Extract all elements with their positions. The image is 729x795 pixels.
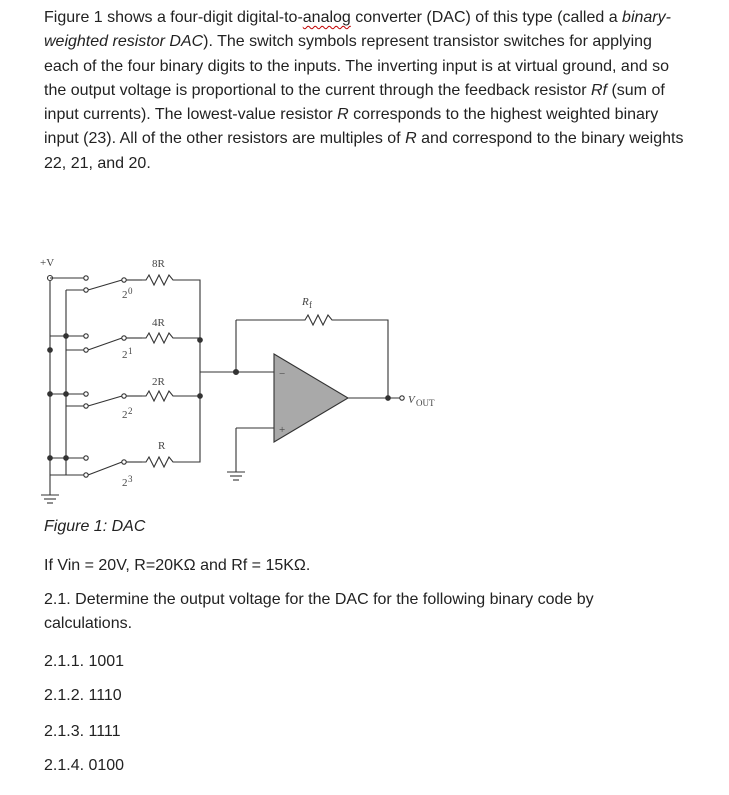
svg-text:8R: 8R: [152, 258, 165, 270]
op-amp: [274, 354, 348, 442]
resistor-8r: [142, 258, 200, 340]
resistor-r: [142, 338, 200, 467]
resistor-2r: [142, 376, 200, 401]
output-label: V: [408, 394, 415, 406]
output-terminal: [400, 396, 404, 400]
switch-row-2-0: [50, 276, 142, 301]
given-values: If Vin = 20V, R=20KΩ and Rf = 15KΩ.: [44, 557, 311, 574]
svg-text:−: −: [279, 368, 286, 380]
svg-text:2R: 2R: [152, 376, 165, 388]
question-item: 2.1.2. 1110: [44, 687, 122, 704]
svg-text:2: 2: [122, 409, 128, 421]
question-item: 2.1.4. 0100: [44, 757, 125, 774]
question-item: 2.1.1. 1001: [44, 653, 125, 670]
spelling-flag: analog: [302, 9, 351, 26]
question-item: 2.1.3. 1111: [44, 723, 121, 740]
svg-text:1: 1: [128, 346, 133, 356]
switch-row-2-2: [50, 392, 142, 421]
switch-row-2-3: [50, 456, 142, 489]
intro-paragraph: Figure 1 shows a four-digit digital-to-analog converter (DAC) of this type (called a binary-weighted resistor DAC). The switch symbols represent transistor switches for applying each of the four binary digits to the inputs. The inverting input is at virtual ground, and so the output voltage is proportional to the current through the feedback resistor Rf (sum of input currents). The lowest-value resistor R corresponds to the highest weighted binary input (23). All of the other resistors are multiples of R and correspond to the binary weights 22, 21, and 20.: [44, 9, 684, 172]
svg-text:2: 2: [122, 477, 128, 489]
figure-caption: Figure 1: DAC: [44, 518, 146, 535]
resistor-4r: [142, 317, 200, 343]
dac-circuit-diagram: [36, 250, 656, 512]
supply-label: +V: [40, 257, 55, 269]
question-2-1: 2.1. Determine the output voltage for the DAC for the following binary code by calculations.: [44, 591, 594, 632]
svg-text:R: R: [302, 296, 309, 308]
svg-text:R: R: [158, 440, 166, 452]
svg-text:2: 2: [128, 406, 133, 416]
switch-row-2-1: [50, 334, 142, 361]
svg-text:4R: 4R: [152, 317, 165, 329]
svg-text:2: 2: [122, 289, 128, 301]
svg-text:0: 0: [128, 286, 133, 296]
svg-text:2: 2: [122, 349, 128, 361]
svg-text:+: +: [279, 424, 286, 436]
svg-text:f: f: [309, 300, 312, 310]
svg-text:OUT: OUT: [416, 398, 435, 408]
svg-text:3: 3: [128, 474, 133, 484]
